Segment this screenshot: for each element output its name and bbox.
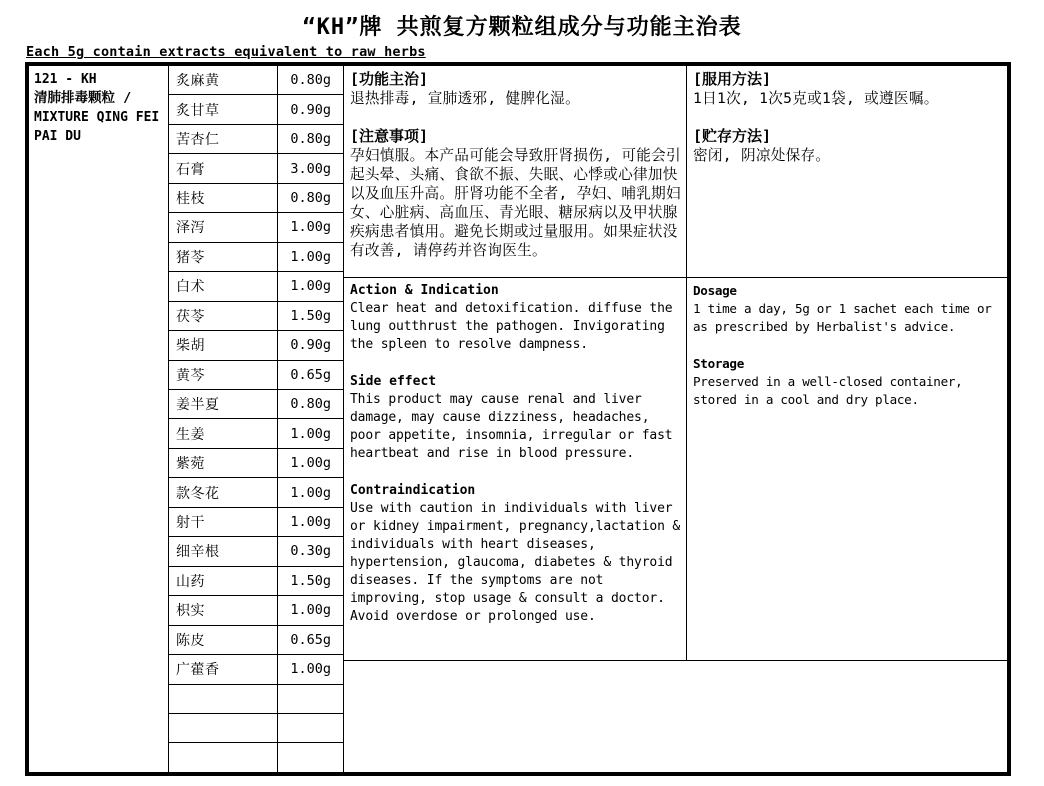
herb-row <box>169 213 343 242</box>
herb-amount: 1.00g <box>290 219 331 236</box>
herb-row <box>169 390 343 419</box>
herb-amount: 3.00g <box>290 160 331 177</box>
herb-name: 射干 <box>169 508 278 536</box>
herb-name: 山药 <box>169 567 278 595</box>
herb-amount: 1.00g <box>290 661 331 678</box>
product-name-cn: 清肺排毒颗粒 / <box>34 90 132 106</box>
herb-amount: 0.65g <box>290 366 331 383</box>
cn-dosage-section <box>693 70 1003 108</box>
herb-amount <box>278 743 343 771</box>
herb-row <box>169 596 343 625</box>
en-contraindication-body: Use with caution in individuals with liver or kidney impairment, pregnancy,lactation & individuals with heart diseases, hypertension, glaucoma, diabetes & thyroid diseases. If the symptoms are not improving, stop usage & consult a doctor. Avoid overdose or prolonged use. <box>350 501 681 624</box>
herb-name <box>169 714 278 742</box>
herb-name: 细辛根 <box>169 537 278 565</box>
en-contraindication-heading: Contraindication <box>350 483 476 498</box>
en-indication-cell <box>344 278 686 661</box>
page-title: “KH”牌 共煎复方颗粒组成分与功能主治表 <box>302 15 742 40</box>
herb-name <box>169 685 278 713</box>
cn-dosage-heading: [服用方法] <box>693 70 772 88</box>
herb-amount: 0.80g <box>290 72 331 89</box>
cn-function-heading: [功能主治] <box>350 70 429 88</box>
herb-row <box>169 243 343 272</box>
herb-name: 石膏 <box>169 154 278 182</box>
cn-storage-heading: [贮存方法] <box>693 127 772 145</box>
en-dosage-section <box>693 282 1003 336</box>
herb-row <box>169 537 343 566</box>
product-code: 121 - KH <box>34 72 97 87</box>
herb-name: 枳实 <box>169 596 278 624</box>
en-storage-heading: Storage <box>693 356 744 371</box>
herb-list <box>169 66 344 772</box>
herb-name: 陈皮 <box>169 626 278 654</box>
herb-row <box>169 743 343 771</box>
cn-function-body: 退热排毒, 宣肺透邪, 健脾化湿。 <box>350 90 580 107</box>
herb-name: 苦杏仁 <box>169 125 278 153</box>
herb-amount: 0.80g <box>290 190 331 207</box>
product-info-cell <box>29 66 169 772</box>
herb-amount: 1.50g <box>290 572 331 589</box>
herb-amount: 1.00g <box>290 455 331 472</box>
en-storage-section <box>693 355 1003 409</box>
cn-precautions-heading: [注意事项] <box>350 127 429 145</box>
cn-function-precautions-cell <box>344 66 686 278</box>
en-action-section <box>350 282 682 354</box>
herb-row <box>169 567 343 596</box>
en-side-effect-section <box>350 373 682 463</box>
herb-name: 猪苓 <box>169 243 278 271</box>
herb-name: 炙甘草 <box>169 95 278 123</box>
en-action-body: Clear heat and detoxification. diffuse the lung outthrust the pathogen. Invigorating the spleen to resolve dampness. <box>350 301 673 352</box>
en-dosage-storage-cell <box>686 278 1007 661</box>
herb-amount: 1.00g <box>290 484 331 501</box>
en-contraindication-section <box>350 482 682 626</box>
herb-row <box>169 302 343 331</box>
herb-row <box>169 331 343 360</box>
empty-merged-cell <box>344 661 1007 772</box>
herb-name: 姜半夏 <box>169 390 278 418</box>
en-action-heading: Action & Indication <box>350 283 499 298</box>
herb-row <box>169 449 343 478</box>
herb-row <box>169 655 343 684</box>
herb-row <box>169 154 343 183</box>
herb-name: 生姜 <box>169 419 278 447</box>
herb-name <box>169 743 278 771</box>
herb-amount: 0.90g <box>290 337 331 354</box>
en-storage-body: Preserved in a well-closed container, stored in a cool and dry place. <box>693 374 963 407</box>
cn-dosage-storage-cell <box>686 66 1007 278</box>
herb-row <box>169 508 343 537</box>
herb-amount: 1.00g <box>290 514 331 531</box>
herb-amount: 0.80g <box>290 396 331 413</box>
herb-amount: 1.00g <box>290 278 331 295</box>
herb-row <box>169 66 343 95</box>
herb-amount: 1.50g <box>290 307 331 324</box>
herb-row <box>169 626 343 655</box>
herb-amount: 0.30g <box>290 543 331 560</box>
cn-storage-section <box>693 127 1003 165</box>
herb-amount: 1.00g <box>290 248 331 265</box>
herb-amount <box>278 685 343 713</box>
product-name-en-line1: MIXTURE QING FEI <box>34 110 160 125</box>
composition-table <box>25 62 1011 776</box>
herb-name: 紫菀 <box>169 449 278 477</box>
en-dosage-body: 1 time a day, 5g or 1 sachet each time or as prescribed by Herbalist's advice. <box>693 301 992 334</box>
en-side-effect-body: This product may cause renal and liver damage, may cause dizziness, headaches, poor appetite, insomnia, irregular or fast heartbeat and rise in blood pressure. <box>350 392 673 461</box>
herb-row <box>169 361 343 390</box>
herb-name: 茯苓 <box>169 302 278 330</box>
page-subtitle: Each 5g contain extracts equivalent to raw herbs <box>26 44 426 60</box>
herb-amount: 1.00g <box>290 425 331 442</box>
herb-row <box>169 272 343 301</box>
en-dosage-heading: Dosage <box>693 283 737 298</box>
product-name-en-line2: PAI DU <box>34 129 81 144</box>
herb-row <box>169 419 343 448</box>
herb-row <box>169 95 343 124</box>
herb-row <box>169 714 343 743</box>
herb-amount: 1.00g <box>290 602 331 619</box>
cn-precautions-section <box>350 127 682 260</box>
cn-dosage-body: 1日1次, 1次5克或1袋, 或遵医嘱。 <box>693 90 939 107</box>
herb-amount <box>278 714 343 742</box>
herb-name: 泽泻 <box>169 213 278 241</box>
en-side-effect-heading: Side effect <box>350 374 437 389</box>
cn-precautions-body: 孕妇慎服。本产品可能会导致肝肾损伤, 可能会引起头晕、头痛、食欲不振、失眠、心悸或心律加快以及血压升高。肝肾功能不全者, 孕妇、哺乳期妇女、心脏病、高血压、青光眼、糖尿病以及甲状腺疾病患者慎用。避免长期或过量服用。如果症状没有改善, 请停药并咨询医生。 <box>350 147 681 259</box>
herb-row <box>169 125 343 154</box>
herb-name: 广藿香 <box>169 655 278 683</box>
herb-name: 白术 <box>169 272 278 300</box>
herb-name: 款冬花 <box>169 478 278 506</box>
herb-row <box>169 184 343 213</box>
cn-storage-body: 密闭, 阴凉处保存。 <box>693 147 831 164</box>
cn-function-section <box>350 70 682 108</box>
herb-row <box>169 478 343 507</box>
herb-amount: 0.90g <box>290 101 331 118</box>
herb-amount: 0.80g <box>290 131 331 148</box>
herb-name: 黄芩 <box>169 361 278 389</box>
herb-name: 桂枝 <box>169 184 278 212</box>
herb-amount: 0.65g <box>290 631 331 648</box>
herb-name: 炙麻黄 <box>169 66 278 94</box>
herb-name: 柴胡 <box>169 331 278 359</box>
herb-row <box>169 685 343 714</box>
